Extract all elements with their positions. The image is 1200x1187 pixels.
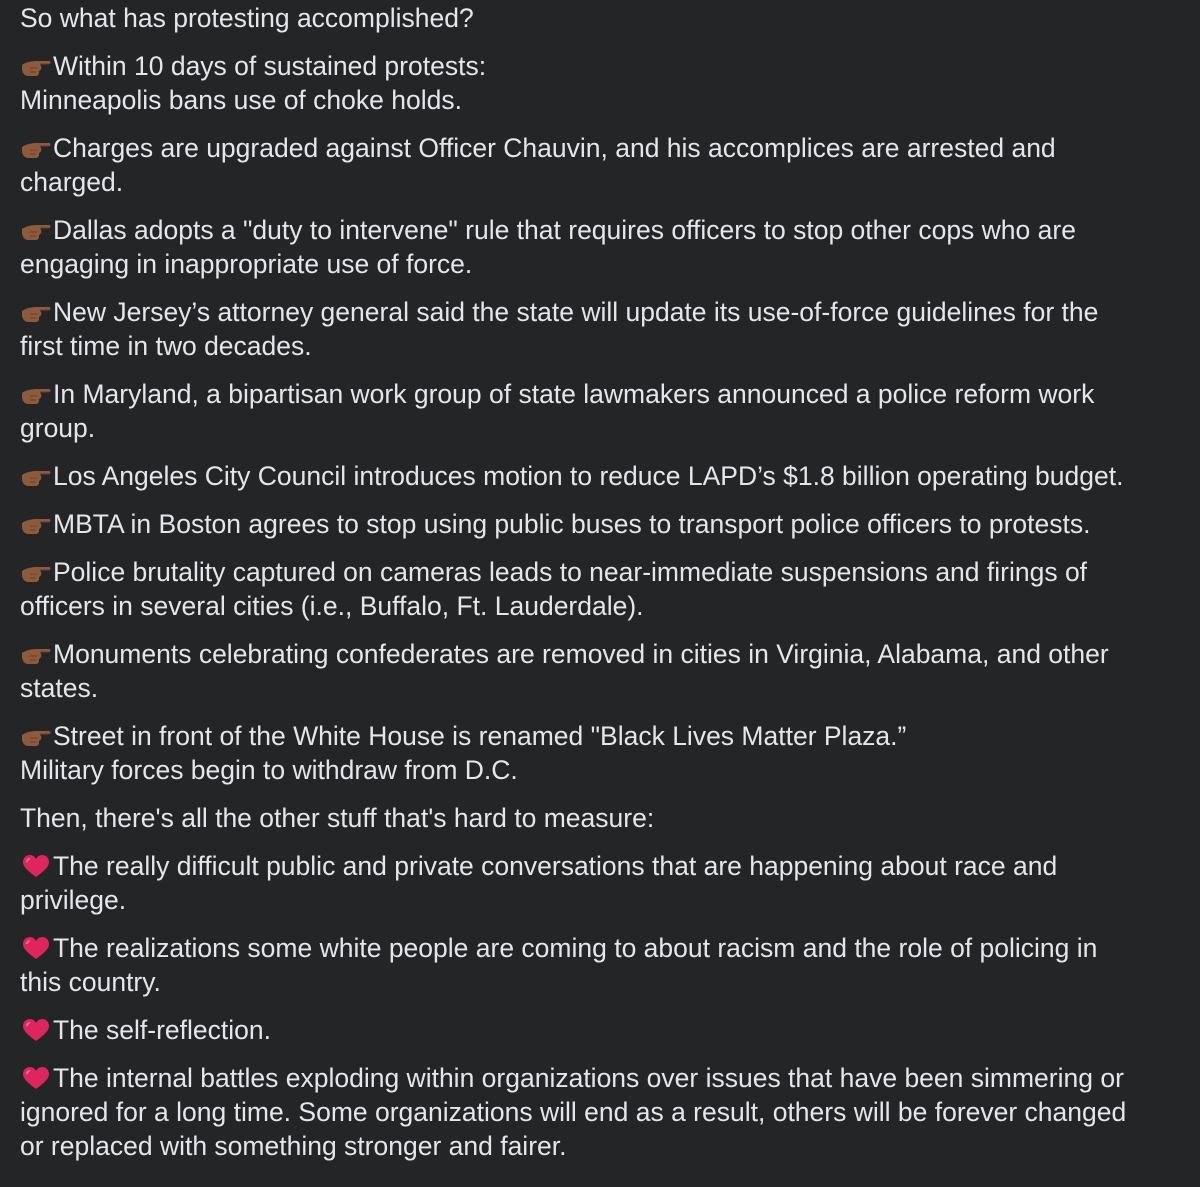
accomplishment-item-line: [20, 83, 1180, 117]
accomplishment-item-line: [20, 165, 1180, 199]
accomplishment-item: [20, 459, 1180, 493]
unmeasurable-item-line: [20, 965, 1180, 999]
post-intro: So what has protesting accomplished?: [20, 3, 474, 33]
accomplishment-item-text: engaging in inappropriate use of force.: [20, 249, 473, 279]
accomplishment-item-line: [20, 329, 1180, 363]
accomplishment-item: [20, 637, 1180, 705]
accomplishment-item: [20, 377, 1180, 445]
accomplishment-item-text: group.: [20, 413, 96, 443]
accomplishment-item-line: [20, 637, 1180, 671]
accomplishment-item-line: [20, 459, 1180, 493]
unmeasurable-item-text: this country.: [20, 967, 161, 997]
accomplishment-item-line: [20, 507, 1180, 541]
pointing-hand-icon: [20, 723, 52, 749]
accomplishment-item-line: [20, 671, 1180, 705]
unmeasurable-item-text: or replaced with something stronger and fairer.: [20, 1131, 567, 1161]
accomplishment-item: [20, 507, 1180, 541]
accomplishment-item-text: charged.: [20, 167, 124, 197]
accomplishment-item-line: [20, 213, 1180, 247]
unmeasurable-item: [20, 1013, 1180, 1047]
pointing-hand-icon: [20, 381, 52, 407]
accomplishment-item-line: [20, 411, 1180, 445]
heart-icon: [20, 853, 52, 879]
unmeasurable-list: [20, 849, 1180, 1177]
unmeasurable-item-line: [20, 1129, 1180, 1163]
unmeasurable-item-text: privilege.: [20, 885, 127, 915]
accomplishment-item-text: Charges are upgraded against Officer Chauvin, and his accomplices are arrested and: [53, 133, 1056, 163]
accomplishment-item-text: Monuments celebrating confederates are removed in cities in Virginia, Alabama, and other: [53, 639, 1109, 669]
accomplishment-item-text: Minneapolis bans use of choke holds.: [20, 85, 462, 115]
unmeasurable-item-line: [20, 849, 1180, 883]
accomplishments-list: [20, 49, 1180, 801]
unmeasurable-item-line: [20, 883, 1180, 917]
accomplishment-item: [20, 131, 1180, 199]
accomplishment-item-text: New Jersey’s attorney general said the state will update its use-of-force guidelines for the: [53, 297, 1099, 327]
pointing-hand-icon: [20, 463, 52, 489]
unmeasurable-item: [20, 849, 1180, 917]
accomplishment-item-text: Police brutality captured on cameras leads to near-immediate suspensions and firings of: [53, 557, 1088, 587]
accomplishment-item-line: [20, 377, 1180, 411]
pointing-hand-icon: [20, 217, 52, 243]
accomplishment-item-line: [20, 131, 1180, 165]
accomplishment-item-text: Los Angeles City Council introduces motion to reduce LAPD’s $1.8 billion operating budget.: [53, 461, 1124, 491]
accomplishment-item: [20, 213, 1180, 281]
heart-icon: [20, 1065, 52, 1091]
pointing-hand-icon: [20, 641, 52, 667]
accomplishment-item: [20, 49, 1180, 117]
unmeasurable-item-line: [20, 1061, 1180, 1095]
unmeasurable-item-text: The really difficult public and private conversations that are happening about race and: [53, 851, 1058, 881]
accomplishment-item-line: [20, 247, 1180, 281]
accomplishment-item-text: In Maryland, a bipartisan work group of state lawmakers announced a police reform work: [53, 379, 1095, 409]
transition-text: Then, there's all the other stuff that's hard to measure:: [20, 803, 655, 833]
accomplishment-item-text: Military forces begin to withdraw from D.C.: [20, 755, 518, 785]
accomplishment-item-line: [20, 295, 1180, 329]
heart-icon: [20, 1017, 52, 1043]
unmeasurable-item-text: The self-reflection.: [53, 1015, 271, 1045]
pointing-hand-icon: [20, 559, 52, 585]
pointing-hand-icon: [20, 511, 52, 537]
accomplishment-item-text: Within 10 days of sustained protests:: [53, 51, 487, 81]
heart-icon: [20, 935, 52, 961]
accomplishment-item-line: [20, 589, 1180, 623]
pointing-hand-icon: [20, 135, 52, 161]
accomplishment-item-text: states.: [20, 673, 99, 703]
accomplishment-item-line: [20, 719, 1180, 753]
accomplishment-item-line: [20, 555, 1180, 589]
unmeasurable-item-text: The realizations some white people are coming to about racism and the role of policing in: [53, 933, 1098, 963]
unmeasurable-item-text: ignored for a long time. Some organizations will end as a result, others will be forever changed: [20, 1097, 1127, 1127]
accomplishment-item-text: officers in several cities (i.e., Buffalo, Ft. Lauderdale).: [20, 591, 644, 621]
accomplishment-item-text: Dallas adopts a "duty to intervene" rule that requires officers to stop other cops who are: [53, 215, 1076, 245]
unmeasurable-item: [20, 1061, 1180, 1163]
accomplishment-item-line: [20, 753, 1180, 787]
accomplishment-item-text: Street in front of the White House is renamed "Black Lives Matter Plaza.”: [53, 721, 907, 751]
accomplishment-item-line: [20, 49, 1180, 83]
pointing-hand-icon: [20, 53, 52, 79]
accomplishment-item-text: MBTA in Boston agrees to stop using public buses to transport police officers to protests.: [53, 509, 1091, 539]
unmeasurable-item: [20, 931, 1180, 999]
accomplishment-item: [20, 555, 1180, 623]
pointing-hand-icon: [20, 299, 52, 325]
accomplishment-item: [20, 719, 1180, 787]
accomplishment-item-text: first time in two decades.: [20, 331, 312, 361]
unmeasurable-item-text: The internal battles exploding within organizations over issues that have been simmering or: [53, 1063, 1124, 1093]
accomplishment-item: [20, 295, 1180, 363]
unmeasurable-item-line: [20, 1013, 1180, 1047]
unmeasurable-item-line: [20, 1095, 1180, 1129]
unmeasurable-item-line: [20, 931, 1180, 965]
